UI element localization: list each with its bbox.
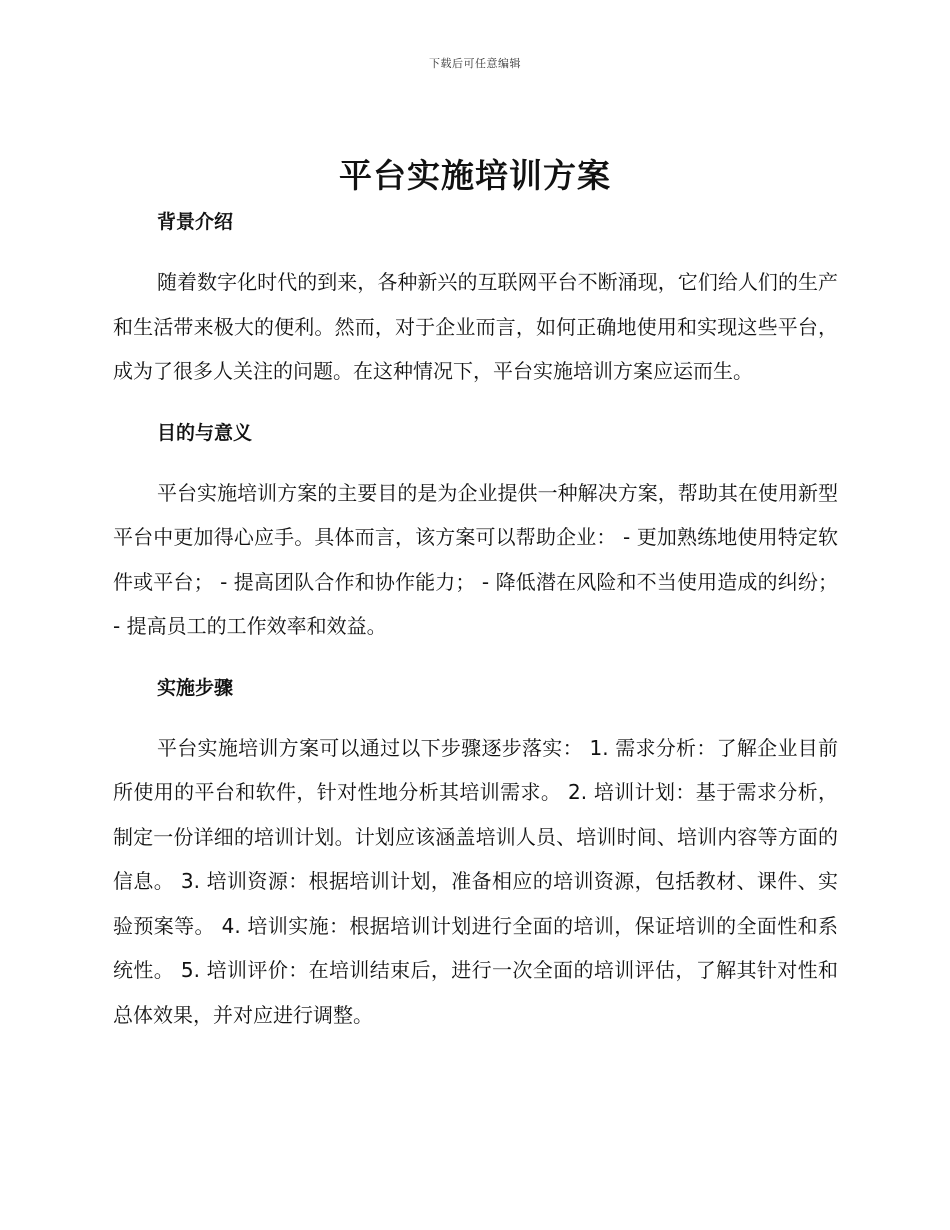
section-heading-purpose: 目的与意义	[157, 421, 253, 444]
section-heading-steps: 实施步骤	[157, 676, 234, 699]
section-body-steps: 平台实施培训方案可以通过以下步骤逐步落实： 1. 需求分析：了解企业目前所使用的平台和软件，针对性地分析其培训需求。 2. 培训计划：基于需求分析，制定一份详细的培训计划。计划应该涵盖培训人员、培训时间、培训内容等方面的信息。 3. 培训资源：根据培训计划，准备相应的培训资源，包括教材、课件、实验预案等。 4. 培训实施：根据培训计划进行全面的培训，保证培训的全面性和系统性。 5. 培训评价：在培训结束后，进行一次全面的培训评估，了解其针对性和总体效果，并对应进行调整。	[113, 735, 838, 1027]
section-body-purpose: 平台实施培训方案的主要目的是为企业提供一种解决方案，帮助其在使用新型平台中更加得心应手。具体而言，该方案可以帮助企业： - 更加熟练地使用特定软件或平台； - 提高团队合作和协作能力； - 降低潜在风险和不当使用造成的纠纷； - 提高员工的工作效率和效益。	[113, 480, 838, 638]
document-content	[113, 205, 838, 1037]
section-heading-background: 背景介绍	[157, 211, 234, 233]
page-title: 平台实施培训方案	[339, 156, 611, 195]
section-body-background: 随着数字化时代的到来，各种新兴的互联网平台不断涌现，它们给人们的生产和生活带来极大的便利。然而，对于企业而言，如何正确地使用和实现这些平台，成为了很多人关注的问题。在这种情况下，平台实施培训方案应运而生。	[113, 270, 838, 383]
header-note: 下载后可任意编辑	[429, 57, 521, 70]
